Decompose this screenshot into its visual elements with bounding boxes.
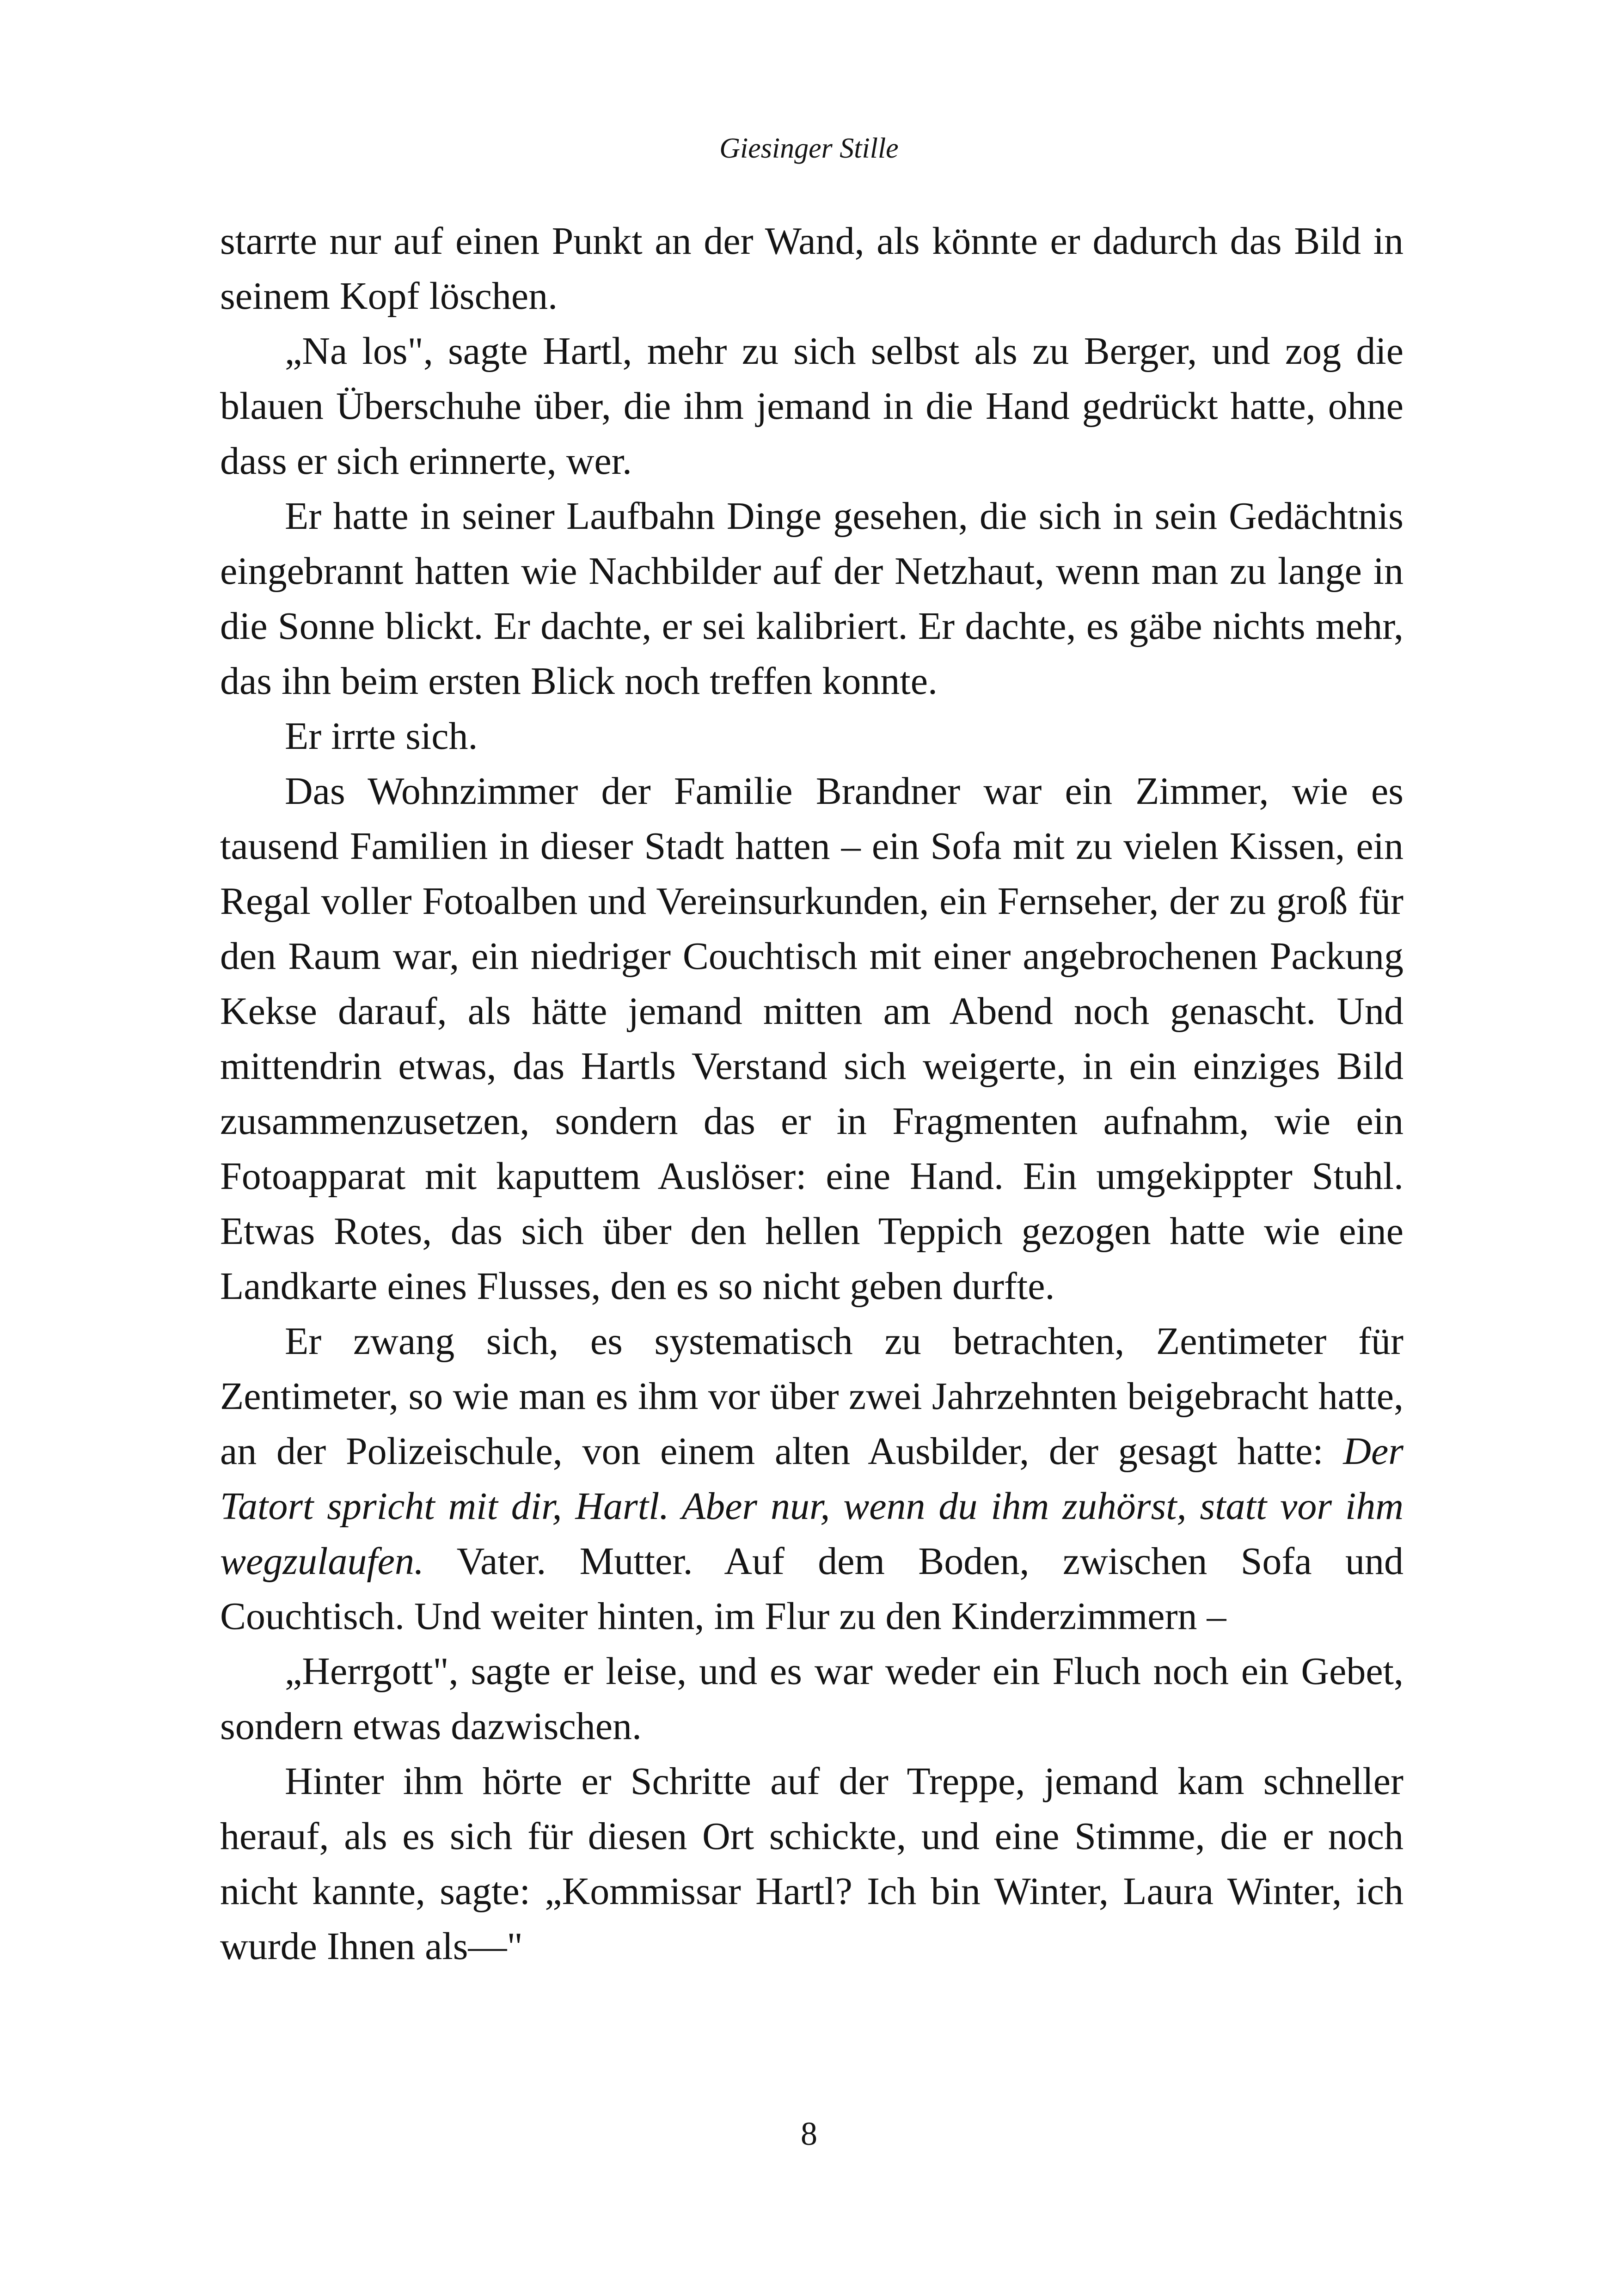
paragraph-text: starrte nur auf einen Punkt an der Wand, als könnte er dadurch das Bild in seinem Kopf löschen. <box>220 220 1403 318</box>
italic-quote: Der Tatort spricht mit dir, Hartl. Aber nur, wenn du ihm zuhörst, statt vor ihm wegzulaufen. <box>220 1430 1403 1583</box>
paragraph-text: Hinter ihm hörte er Schritte auf der Treppe, jemand kam schneller herauf, als es sich für diesen Ort schickte, und eine Stimme, die er noch nicht kannte, sagte: „Kommissar Hartl? Ich bin Winter, Laura Winter, ich wurde Ihnen als—" <box>220 1760 1403 1968</box>
paragraph <box>220 764 1403 1314</box>
body-text <box>220 214 1403 1974</box>
paragraph-text: „Na los", sagte Hartl, mehr zu sich selbst als zu Berger, und zog die blauen Überschuhe über, die ihm jemand in die Hand gedrückt hatte, ohne dass er sich erinnerte, wer. <box>220 330 1403 483</box>
page-number: 8 <box>801 2115 817 2152</box>
paragraph-text: Er zwang sich, es systematisch zu betrachten, Zentimeter für Zentimeter, so wie man es ihm vor über zwei Jahrzehnten beigebracht hatte, an der Polizeischule, von einem alten Ausbilder, der gesagt hatte: <box>220 1320 1403 1473</box>
paragraph-text: Das Wohnzimmer der Familie Brandner war ein Zimmer, wie es tausend Familien in dieser Stadt hatten – ein Sofa mit zu vielen Kissen, ein Regal voller Fotoalben und Vereinsurkunden, ein Fernseher, der zu groß für den Raum war, ein niedriger Couchtisch mit einer angebrochenen Packung Kekse darauf, als hätte jemand mitten am Abend noch genascht. Und mittendrin etwas, das Hartls Verstand sich weigerte, in ein einziges Bild zusammenzusetzen, sondern das er in Fragmenten aufnahm, wie ein Fotoapparat mit kaputtem Auslöser: eine Hand. Ein umgekippter Stuhl. Etwas Rotes, das sich über den hellen Teppich gezogen hatte wie eine Landkarte eines Flusses, den es so nicht geben durfte. <box>220 770 1403 1308</box>
running-header: Giesinger Stille <box>719 133 899 164</box>
paragraph <box>220 489 1403 709</box>
paragraph <box>220 1314 1403 1644</box>
paragraph <box>220 1754 1403 1974</box>
paragraph-text: „Herrgott", sagte er leise, und es war weder ein Fluch noch ein Gebet, sondern etwas dazwischen. <box>220 1650 1403 1748</box>
paragraph-text: Er irrte sich. <box>285 715 478 758</box>
paragraph-text: Er hatte in seiner Laufbahn Dinge gesehen, die sich in sein Gedächtnis eingebrannt hatten wie Nachbilder auf der Netzhaut, wenn man zu lange in die Sonne blickt. Er dachte, er sei kalibriert. Er dachte, es gäbe nichts mehr, das ihn beim ersten Blick noch treffen konnte. <box>220 495 1403 703</box>
paragraph <box>220 709 1403 764</box>
paragraph <box>220 324 1403 489</box>
paragraph-text: Vater. Mutter. Auf dem Boden, zwischen Sofa und Couchtisch. Und weiter hinten, im Flur zu den Kinderzimmern – <box>220 1540 1403 1638</box>
paragraph <box>220 1644 1403 1754</box>
paragraph <box>220 214 1403 324</box>
